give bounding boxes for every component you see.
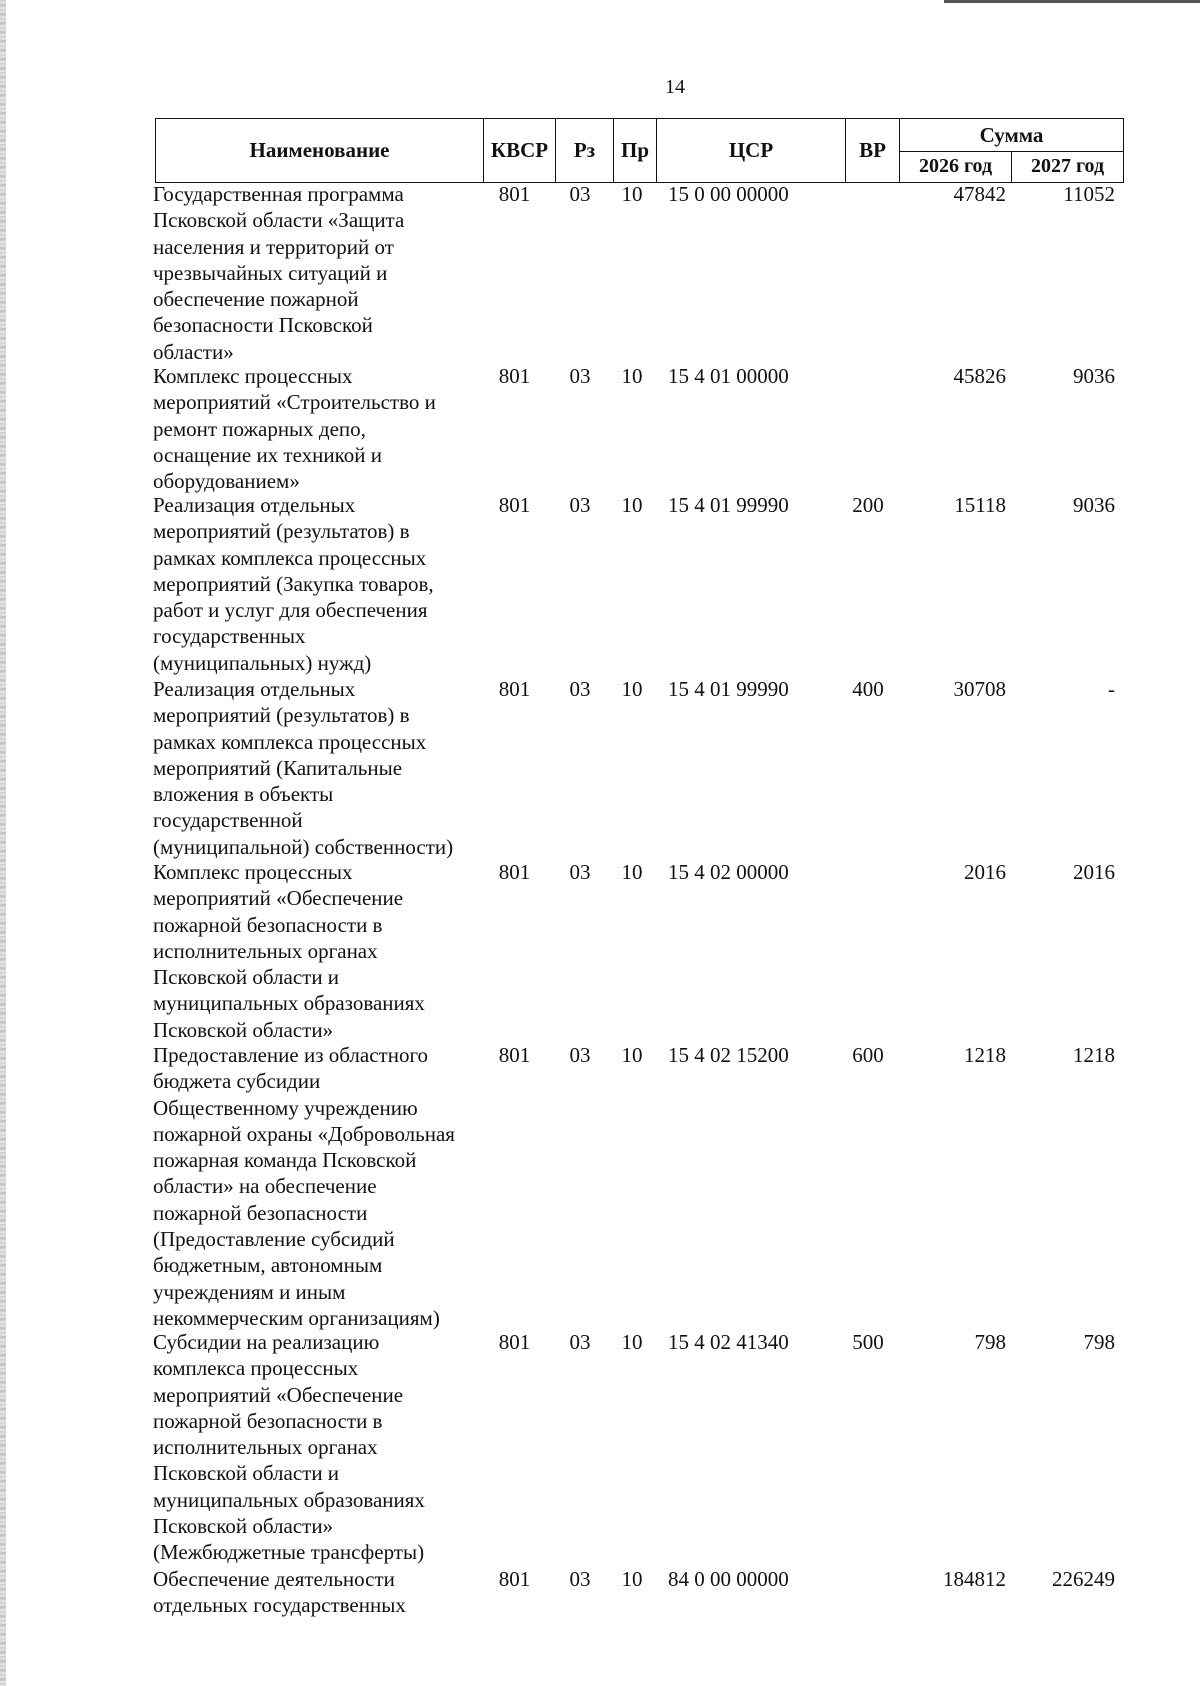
row-pr: 10 xyxy=(621,1567,643,1591)
row-name xyxy=(153,492,483,676)
row-kvsr: 801 xyxy=(498,860,531,884)
header-sum: Сумма xyxy=(900,119,1123,152)
row-pr: 10 xyxy=(621,1330,643,1354)
row-rz: 03 xyxy=(569,860,591,884)
row-sum-2027: 1218 xyxy=(1073,1043,1115,1067)
row-name-line: населения и территорий от xyxy=(153,234,394,259)
row-kvsr: 801 xyxy=(498,1043,531,1067)
header-kvsr: КВСР xyxy=(484,119,556,182)
row-rz: 03 xyxy=(569,182,591,206)
row-name-line: мероприятий (результатов) в xyxy=(153,703,410,728)
header-year-2027: 2027 год xyxy=(1030,155,1105,177)
row-name-line: мероприятий «Обеспечение xyxy=(153,1382,404,1407)
row-name-line: пожарной охраны «Добровольная xyxy=(153,1121,455,1146)
row-name-line: Псковской области» xyxy=(153,1017,334,1042)
row-name-line: (Межбюджетные трансферты) xyxy=(153,1540,425,1565)
row-name-line: Предоставление из областного xyxy=(153,1043,429,1067)
row-rz: 03 xyxy=(569,1043,591,1067)
row-pr: 10 xyxy=(621,364,643,388)
row-csr: 15 4 01 99990 xyxy=(668,493,789,517)
row-name-line: исполнительных органах xyxy=(153,1435,378,1460)
page-number: 14 xyxy=(665,76,685,98)
row-sum-2027: 226249 xyxy=(1052,1567,1115,1591)
row-pr: 10 xyxy=(621,1043,643,1067)
row-sum-2026: 2016 xyxy=(964,860,1006,884)
row-name xyxy=(153,1566,483,1619)
row-csr: 84 0 00 00000 xyxy=(668,1567,789,1591)
row-vr: 400 xyxy=(852,677,884,701)
row-name-line: Обеспечение деятельности xyxy=(153,1567,395,1591)
row-sum-2026: 15118 xyxy=(954,493,1006,517)
row-name xyxy=(153,859,483,1043)
row-name-line: Псковской области» xyxy=(153,1514,334,1539)
row-name-line: ремонт пожарных депо, xyxy=(153,416,366,441)
row-name-line: рамках комплекса процессных xyxy=(153,729,427,754)
row-kvsr: 801 xyxy=(498,493,531,517)
row-csr: 15 4 02 41340 xyxy=(668,1330,789,1354)
table-header xyxy=(155,118,1124,183)
row-name xyxy=(153,181,483,365)
row-name-line: (Предоставление субсидий xyxy=(153,1227,395,1252)
row-csr: 15 4 02 00000 xyxy=(668,860,789,884)
row-sum-2026: 30708 xyxy=(953,677,1006,701)
row-name-line: Субсидии на реализацию xyxy=(153,1330,380,1354)
row-name-line: оснащение их техникой и xyxy=(153,442,382,467)
row-name-line: муниципальных образованиях xyxy=(153,1487,425,1512)
header-sum-group xyxy=(900,119,1123,182)
row-name-line: оборудованием» xyxy=(153,469,300,494)
row-name-line: муниципальных образованиях xyxy=(153,991,425,1016)
row-kvsr: 801 xyxy=(498,677,531,701)
row-name-line: некоммерческим организациям) xyxy=(153,1305,440,1330)
row-name xyxy=(153,363,483,494)
row-rz: 03 xyxy=(569,677,591,701)
row-name-line: государственной xyxy=(153,808,303,833)
row-name-line: мероприятий «Строительство и xyxy=(153,390,436,415)
row-sum-2026: 798 xyxy=(974,1330,1006,1354)
row-kvsr: 801 xyxy=(498,1330,531,1354)
row-name-line: Комплекс процессных xyxy=(153,860,353,884)
row-rz: 03 xyxy=(569,493,591,517)
row-sum-2026: 184812 xyxy=(943,1567,1006,1591)
row-name-line: мероприятий (Закупка товаров, xyxy=(153,571,434,596)
row-rz: 03 xyxy=(569,364,591,388)
row-name-line: исполнительных органах xyxy=(153,938,378,963)
row-vr: 600 xyxy=(852,1043,884,1067)
row-pr: 10 xyxy=(621,860,643,884)
row-name-line: пожарной безопасности в xyxy=(153,1408,383,1433)
row-name-line: Реализация отдельных xyxy=(153,493,356,517)
row-pr: 10 xyxy=(621,677,643,701)
row-name-line: чрезвычайных ситуаций и xyxy=(153,260,388,285)
row-name-line: мероприятий (Капитальные xyxy=(153,755,403,780)
row-sum-2027: 9036 xyxy=(1073,364,1115,388)
row-name-line: (муниципальной) собственности) xyxy=(153,834,454,859)
row-name-line: Псковской области и xyxy=(153,1461,340,1486)
row-name-line: отдельных государственных xyxy=(153,1593,406,1618)
row-name-line: Псковской области «Защита xyxy=(153,208,405,233)
row-name xyxy=(153,1329,483,1566)
row-name-line: пожарной безопасности xyxy=(153,1200,368,1225)
row-sum-2027: 9036 xyxy=(1073,493,1115,517)
row-name-line: вложения в объекты xyxy=(153,782,334,807)
row-sum-2027: 11052 xyxy=(1063,182,1115,206)
row-name xyxy=(153,1042,483,1331)
header-vr: ВР xyxy=(846,119,900,182)
row-sum-2026: 1218 xyxy=(964,1043,1006,1067)
row-rz: 03 xyxy=(569,1567,591,1591)
row-name xyxy=(153,676,483,860)
row-name-line: (муниципальных) нужд) xyxy=(153,650,372,675)
row-vr: 200 xyxy=(852,493,884,517)
row-name-line: области» xyxy=(153,339,234,364)
scan-edge xyxy=(0,0,6,1686)
row-name-line: государственных xyxy=(153,624,306,649)
row-pr: 10 xyxy=(621,493,643,517)
row-name-line: Общественному учреждению xyxy=(153,1095,418,1120)
row-name-line: Комплекс процессных xyxy=(153,364,353,388)
row-rz: 03 xyxy=(569,1330,591,1354)
row-csr: 15 0 00 00000 xyxy=(668,182,789,206)
row-kvsr: 801 xyxy=(498,182,531,206)
row-kvsr: 801 xyxy=(498,364,531,388)
row-name-line: безопасности Псковской xyxy=(153,313,373,338)
row-name-line: обеспечение пожарной xyxy=(153,287,359,312)
row-name-line: Псковской области и xyxy=(153,965,340,990)
row-name-line: мероприятий «Обеспечение xyxy=(153,886,404,911)
row-name-line: комплекса процессных xyxy=(153,1356,359,1381)
header-name: Наименование xyxy=(156,119,484,182)
header-pr: Пр xyxy=(614,119,657,182)
row-sum-2026: 45826 xyxy=(953,364,1006,388)
row-name-line: пожарная команда Псковской xyxy=(153,1148,417,1173)
header-year-2026: 2026 год xyxy=(900,151,1012,182)
row-name-line: пожарной безопасности в xyxy=(153,912,383,937)
row-name-line: Реализация отдельных xyxy=(153,677,356,701)
row-pr: 10 xyxy=(621,182,643,206)
header-csr: ЦСР xyxy=(657,119,846,182)
row-name-line: работ и услуг для обеспечения xyxy=(153,598,428,623)
row-sum-2026: 47842 xyxy=(953,182,1006,206)
row-name-line: мероприятий (результатов) в xyxy=(153,519,410,544)
row-csr: 15 4 02 15200 xyxy=(668,1043,789,1067)
row-kvsr: 801 xyxy=(498,1567,531,1591)
row-sum-2027: 2016 xyxy=(1073,860,1115,884)
row-csr: 15 4 01 99990 xyxy=(668,677,789,701)
row-name-line: бюджета субсидии xyxy=(153,1069,321,1094)
header-rz: Рз xyxy=(556,119,614,182)
row-name-line: области» на обеспечение xyxy=(153,1174,377,1199)
row-name-line: бюджетным, автономным xyxy=(153,1253,383,1278)
scan-mark xyxy=(944,0,1200,3)
row-csr: 15 4 01 00000 xyxy=(668,364,789,388)
row-sum-2027: 798 xyxy=(1083,1330,1115,1354)
row-name-line: учреждениям и иным xyxy=(153,1279,346,1304)
row-name-line: рамках комплекса процессных xyxy=(153,545,427,570)
row-name-line: Государственная программа xyxy=(153,182,404,206)
row-vr: 500 xyxy=(852,1330,884,1354)
row-sum-2027: - xyxy=(1108,677,1115,701)
